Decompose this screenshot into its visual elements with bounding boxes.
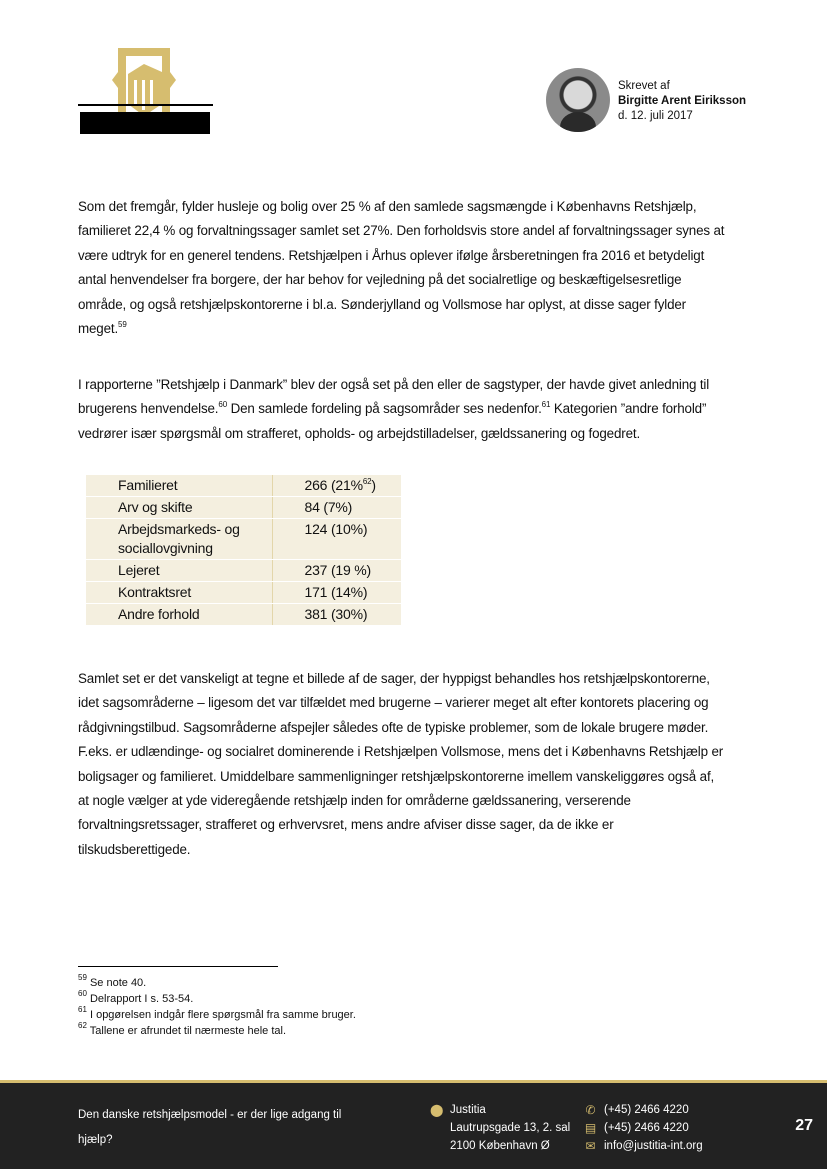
text-segment: vedrører især spørgsmål om strafferet, opholds- og arbejdstilladelser, gældssanering og fogedret.: [78, 425, 641, 441]
footnote-ref: 62: [362, 477, 372, 486]
text-segment: tilskudsberettigede.: [78, 841, 191, 857]
text-segment: I rapporterne ”Retshjælp i Danmark” blev der også set på den eller de sagstyper, der havde givet anledning til: [78, 377, 710, 392]
footnote-text: I opgørelsen indgår flere spørgsmål fra samme bruger.: [86, 1009, 356, 1021]
footer-street: Lautrupsgade 13, 2. sal: [450, 1122, 571, 1134]
footnote-number: 62: [78, 1021, 87, 1030]
table-row: [86, 582, 401, 604]
category-cell: Familieret: [86, 475, 272, 497]
footer-org: Justitia: [450, 1104, 486, 1116]
text-line: [78, 195, 778, 219]
table-row: [86, 604, 401, 626]
text-segment: rådgivningstilbud. Sagsområderne afspejler således ofte de typiske problemer, som de lokale brugere møder.: [78, 719, 709, 735]
footnote-number: 60: [78, 989, 87, 998]
page-number: 27: [795, 1117, 813, 1134]
footnote-ref: 61: [541, 400, 551, 410]
text-segment: område, og også retshjælpskontorerne i bl.a. Sønderjylland og Vollsmose har oplyst, at disse sager fylder: [78, 296, 686, 312]
text-segment: Samlet set er det vanskeligt at tegne et billede af de sager, der hyppigst behandles hos retshjælpskontorerne,: [78, 671, 710, 686]
text-line: [78, 268, 778, 292]
author-name: Birgitte Arent Eiriksson: [618, 95, 747, 107]
text-line: [78, 373, 778, 397]
footer-email[interactable]: info@justitia-int.org: [604, 1140, 703, 1152]
value-cell: [272, 604, 401, 626]
text-segment: antal henvendelser fra borgere, der har behov for vejledning på det socialretlige og beskæftigelsesretlige: [78, 272, 682, 288]
phone-icon: ✆: [585, 1103, 596, 1117]
text-line: [78, 219, 778, 243]
page-footer: [0, 1080, 827, 1169]
value: 124 (10%): [304, 521, 368, 537]
paragraph-2: [78, 373, 778, 446]
category-cell: Arv og skifte: [86, 497, 272, 519]
category-cell: Kontraktsret: [86, 582, 272, 604]
text-segment: at nogle vælger at yde videregående retshjælp inden for områderne gældssanering, verserende: [78, 792, 631, 808]
paragraph-1: [78, 195, 778, 341]
text-segment: familieret 22,4 % og forvaltningssager samlet set 27%. Den forholdsvis store andel af forvaltningssager synes at: [78, 223, 725, 239]
location-pin-icon: ⬤: [430, 1103, 444, 1117]
value: 237 (19 %): [304, 562, 371, 578]
text-line: [78, 789, 778, 813]
value: 171 (14%): [304, 584, 368, 600]
author-avatar: [546, 68, 610, 132]
author-block: [546, 68, 746, 132]
case-distribution-table: [86, 475, 401, 626]
footer-fax: (+45) 2466 4220: [604, 1122, 689, 1134]
text-segment: brugerens henvendelse.: [78, 401, 219, 417]
footer-title: Den danske retshjælpsmodel - er der lige adgang til hjælp?: [78, 1109, 342, 1146]
author-label: Skrevet af: [618, 80, 670, 92]
footnote: [78, 1023, 356, 1039]
table-row: [86, 497, 401, 519]
text-segment: Den samlede fordeling på sagsområder ses nedenfor.: [227, 401, 542, 417]
text-line: [78, 317, 778, 341]
text-line: [78, 765, 778, 789]
value-cell: [272, 560, 401, 582]
text-segment: F.eks. er udlændinge- og socialret dominerende i Retshjælpen Vollsmose, mens det i Københavns Retshjælp er: [78, 744, 724, 760]
table-row: [86, 475, 401, 497]
value-close: ): [371, 477, 376, 493]
value: 84 (7%): [304, 499, 353, 515]
value-cell: [272, 519, 401, 560]
table-row: [86, 560, 401, 582]
text-line: [78, 397, 778, 421]
text-segment: boligsager og familieret. Umiddelbare sammenligninger retshjælpskontorerne imellem vanskeliggøres også af,: [78, 768, 715, 784]
text-line: [78, 422, 778, 446]
fax-icon: ▤: [584, 1121, 597, 1135]
justitia-logo: [78, 44, 213, 136]
footnote: [78, 975, 356, 991]
text-line: [78, 667, 778, 691]
category-cell: Arbejdsmarkeds- og sociallovgivning: [86, 519, 272, 560]
paragraph-3: [78, 667, 778, 862]
value-cell: [272, 475, 401, 497]
text-line: [78, 813, 778, 837]
value-cell: [272, 497, 401, 519]
author-date: d. 12. juli 2017: [618, 110, 693, 122]
text-line: [78, 740, 778, 764]
footnote-ref: 60: [218, 400, 227, 410]
table-row: [86, 519, 401, 560]
text-line: [78, 691, 778, 715]
footnote: [78, 1007, 356, 1023]
value: 381 (30%): [304, 606, 368, 622]
value: 266 (21%: [304, 477, 363, 493]
value-cell: [272, 582, 401, 604]
category-cell: Lejeret: [86, 560, 272, 582]
footnote-text: Tallene er afrundet til nærmeste hele tal.: [86, 1025, 287, 1037]
category-cell: Andre forhold: [86, 604, 272, 626]
text-line: [78, 293, 778, 317]
footnotes: [78, 975, 356, 1039]
footnote-number: 61: [78, 1005, 87, 1014]
text-segment: meget.: [78, 320, 119, 336]
footnote-divider: [78, 966, 278, 967]
text-segment: idet sagsområderne – ligesom det var tilfældet med brugerne – varierer meget alt efter kontorets placering og: [78, 695, 709, 711]
footnote-number: 59: [78, 973, 87, 982]
text-segment: være udtryk for en generel tendens. Retshjælpen i Århus oplever ifølge årsberetningen fra 2016 et betydeligt: [78, 247, 705, 263]
text-line: [78, 244, 778, 268]
text-segment: forvaltningsretssager, strafferet og erhvervsret, mens andre afviser disse sager, da de ikke er: [78, 817, 614, 833]
text-segment: Kategorien ”andre forhold”: [550, 401, 707, 417]
footer-phone: (+45) 2466 4220: [604, 1104, 689, 1116]
email-icon: ✉: [585, 1139, 596, 1153]
footnote: [78, 991, 356, 1007]
text-segment: Som det fremgår, fylder husleje og bolig over 25 % af den samlede sagsmængde i Københavns Retshjælp,: [78, 199, 697, 214]
footer-city: 2100 København Ø: [450, 1140, 550, 1152]
text-line: [78, 838, 778, 862]
footnote-text: Delrapport I s. 53-54.: [86, 993, 194, 1005]
footnote-ref: 59: [118, 319, 127, 329]
text-line: [78, 716, 778, 740]
footnote-text: Se note 40.: [86, 977, 147, 989]
